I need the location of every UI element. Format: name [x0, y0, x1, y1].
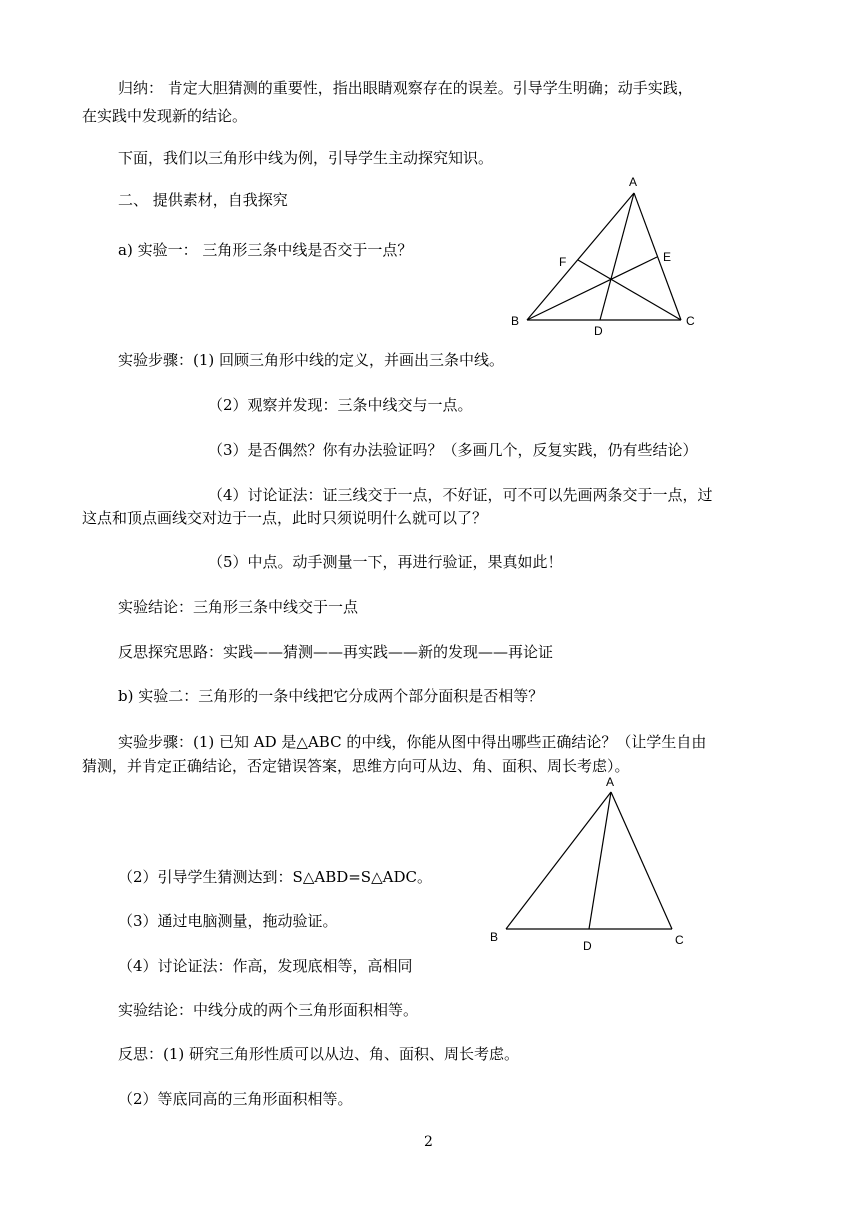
- steps-1-intro: 实验步骤：(1) 回顾三角形中线的定义，并画出三条中线。: [118, 351, 505, 369]
- vertex-label-a: A: [629, 175, 638, 189]
- steps-2-intro: 实验步骤：(1) 已知 AD 是△ABC 的中线，你能从图中得出哪些正确结论？（让学生自由: [118, 733, 707, 751]
- step-2-2: （2）引导学生猜测达到：S△ABD=S△ADC。: [118, 868, 432, 886]
- step-2-4: （4）讨论证法：作高，发现底相等，高相同: [118, 957, 413, 975]
- step-1-5: （5）中点。动手测量一下，再进行验证，果真如此！: [208, 553, 563, 571]
- vertex-label-b: B: [490, 930, 499, 944]
- conclusion-1: 实验结论：三角形三条中线交于一点: [118, 598, 359, 616]
- step-1-2: （2）观察并发现：三条中线交与一点。: [208, 396, 473, 414]
- section-heading: 二、 提供素材，自我探究: [118, 191, 288, 209]
- vertex-label-b: B: [511, 314, 520, 328]
- point-label-d: D: [594, 324, 603, 338]
- reflection-2-2: （2）等底同高的三角形面积相等。: [118, 1090, 353, 1108]
- vertex-label-c: C: [675, 933, 684, 947]
- text-line-2: 在实践中发现新的结论。: [82, 107, 248, 125]
- step-1-3: （3）是否偶然？你有办法验证吗？（多画几个，反复实践，仍有些结论）: [208, 441, 698, 459]
- side-ac: [611, 792, 672, 929]
- text-line-1: 归纳： 肯定大胆猜测的重要性，指出眼睛观察存在的误差。引导学生明确；动手实践，: [118, 79, 693, 97]
- step-1-4: （4）讨论证法：证三线交于一点，不好证，可不可以先画两条交于一点，过: [208, 486, 713, 504]
- experiment-2-title: b) 实验二：三角形的一条中线把它分成两个部分面积是否相等？: [118, 687, 544, 705]
- conclusion-2: 实验结论：中线分成的两个三角形面积相等。: [118, 1001, 419, 1019]
- steps-2-intro-cont: 猜测，并肯定正确结论，否定错误答案，思维方向可从边、角、面积、周长考虑）。: [82, 757, 630, 775]
- median-ad: [589, 792, 611, 929]
- page-number: 2: [424, 1134, 433, 1150]
- vertex-label-a: A: [606, 775, 615, 789]
- point-label-e: E: [663, 250, 672, 264]
- experiment-1-title: a) 实验一： 三角形三条中线是否交于一点？: [118, 241, 413, 259]
- vertex-label-c: C: [686, 314, 695, 328]
- triangle-medians-figure: [500, 170, 710, 345]
- triangle-median-figure: [480, 772, 700, 952]
- text-line-3: 下面，我们以三角形中线为例，引导学生主动探究知识。: [118, 149, 494, 167]
- step-1-4-cont: 这点和顶点画线交对边于一点，此时只须说明什么就可以了？: [82, 509, 488, 527]
- side-ac: [634, 193, 681, 320]
- step-2-3: （3）通过电脑测量，拖动验证。: [118, 912, 338, 930]
- side-ab: [506, 792, 611, 929]
- median-cf: [578, 260, 681, 320]
- point-label-d: D: [583, 939, 592, 952]
- side-ab: [527, 193, 634, 320]
- median-be: [527, 257, 657, 320]
- point-label-f: F: [559, 255, 567, 269]
- reflection-2-1: 反思：(1) 研究三角形性质可以从边、角、面积、周长考虑。: [118, 1045, 520, 1063]
- median-ad: [600, 193, 634, 320]
- reflection-1: 反思探究思路：实践——猜测——再实践——新的发现——再论证: [118, 643, 554, 661]
